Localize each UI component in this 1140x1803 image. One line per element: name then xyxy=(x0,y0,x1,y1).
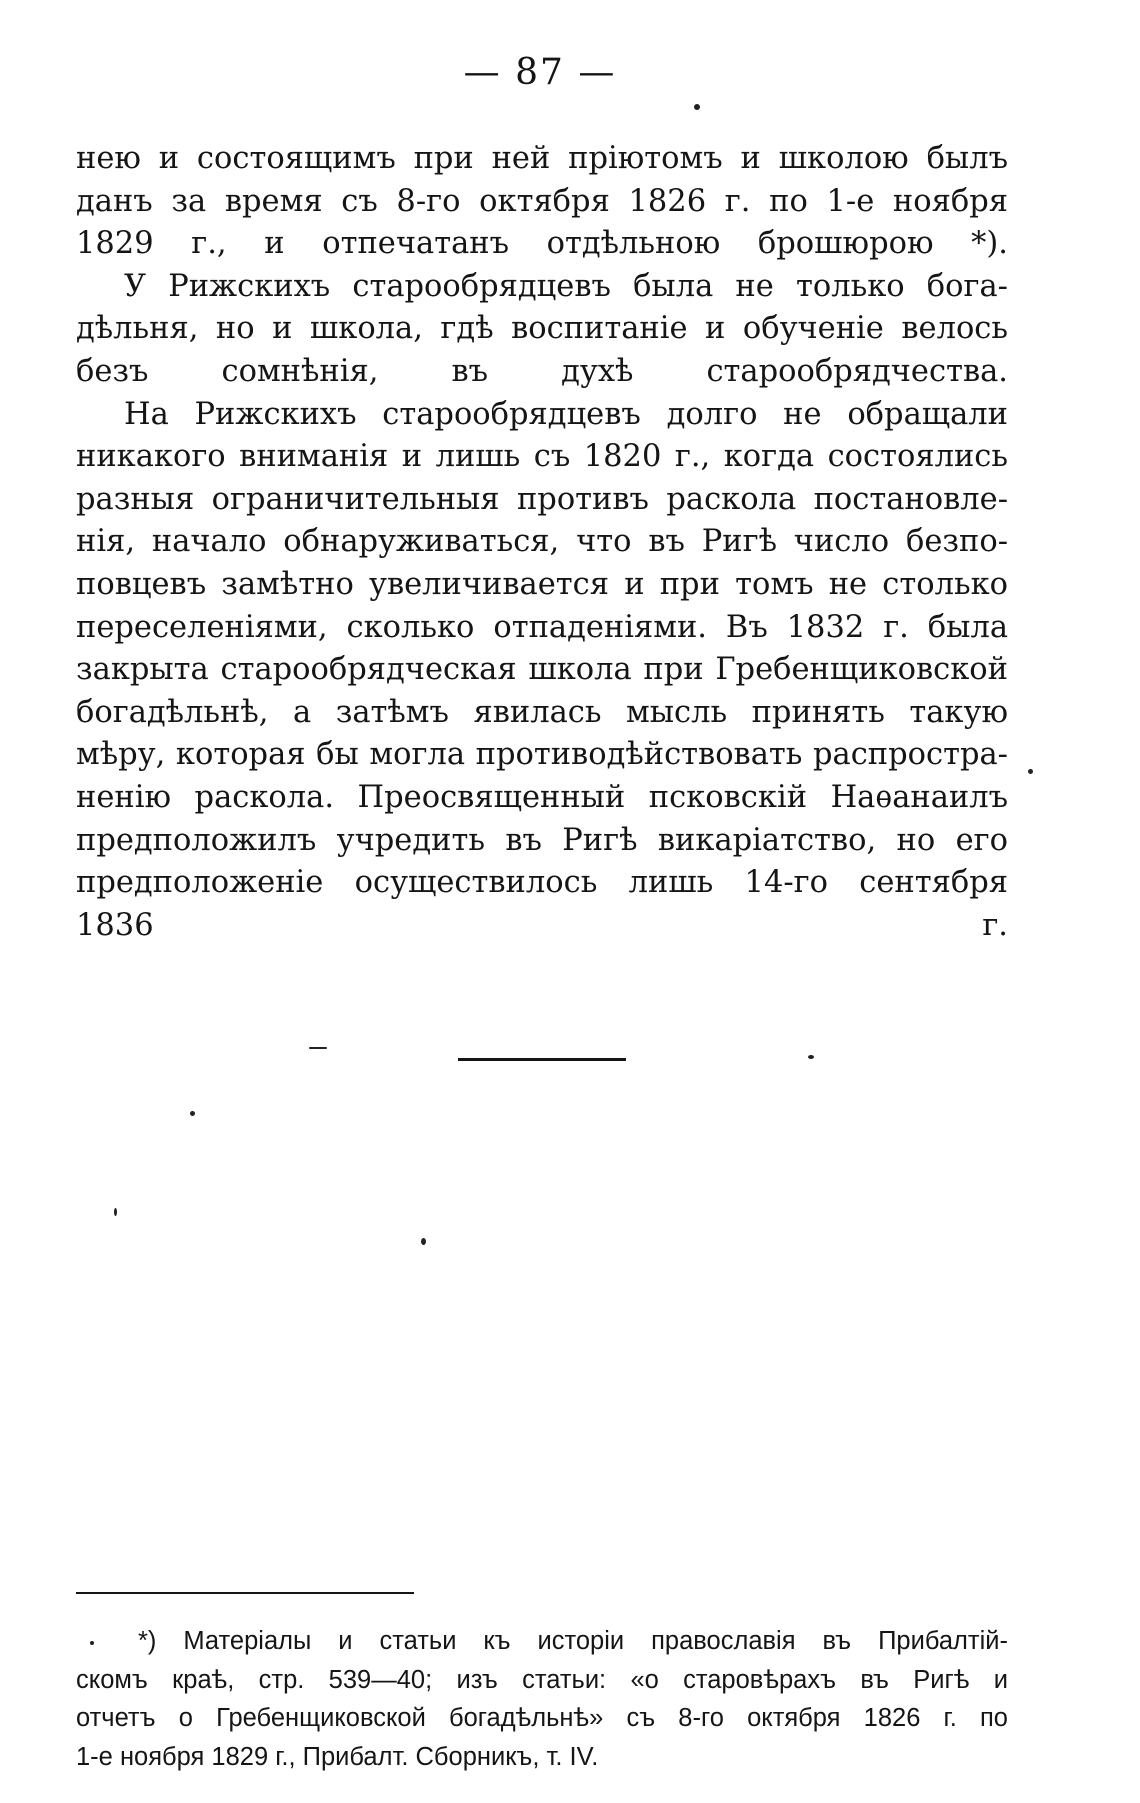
text-line: На Рижскихъ старообрядцевъ долго не обращали xyxy=(124,396,1008,432)
text-line: повцевъ замѣтно увеличивается и при томъ не столько xyxy=(76,566,1008,602)
text-line: 1829 г., и отпечатанъ отдѣльною брошюрою *). xyxy=(76,226,1008,262)
text-line: 1836 г. xyxy=(76,907,1008,943)
print-speck xyxy=(114,1208,117,1216)
text-line: нею и состоящимъ при ней пріютомъ и школою былъ xyxy=(76,141,1008,176)
print-speck xyxy=(808,1055,814,1059)
text-line: богадѣльнѣ, а затѣмъ явилась мысль принять такую xyxy=(76,694,1008,730)
paragraph-3 xyxy=(76,394,1008,948)
print-speck xyxy=(421,1238,426,1245)
footnote-line: скомъ краѣ, стр. 539—40; изъ статьи: «о старовѣрахъ въ Ригѣ и xyxy=(76,1665,1008,1694)
text-line: У Рижскихъ старообрядцевъ была не только бога- xyxy=(124,268,1008,304)
text-line: предположилъ учредить въ Ригѣ викаріатство, но его xyxy=(76,822,1008,858)
text-line: нія, начало обнаруживаться, что въ Ригѣ число безпо- xyxy=(76,524,1008,560)
print-speck xyxy=(90,1641,94,1645)
text-line: дѣльня, но и школа, гдѣ воспитаніе и обученіе велось xyxy=(76,311,1008,347)
text-line: переселеніями, сколько отпаденіями. Въ 1832 г. была xyxy=(76,609,1008,645)
text-line: закрыта старообрядческая школа при Гребенщиковской xyxy=(76,652,1008,688)
text-line: никакого вниманія и лишь съ 1820 г., когда состоялись xyxy=(76,439,1008,475)
print-speck xyxy=(309,1047,327,1049)
text-line: мѣру, которая бы могла противодѣйствовать распростра- xyxy=(76,737,1008,773)
footnote-separator xyxy=(76,1592,414,1594)
page-number: — 87 — xyxy=(463,52,617,93)
footnote-line: *) Матеріалы и статьи къ исторіи православія въ Прибалтій- xyxy=(138,1627,1008,1655)
text-line: разныя ограничительныя противъ раскола постановле- xyxy=(76,481,1008,517)
print-speck xyxy=(190,1111,195,1116)
print-speck xyxy=(1028,769,1033,774)
text-line: ненію раскола. Преосвященный псковскій Наѳанаилъ xyxy=(76,779,1008,815)
main-text xyxy=(76,138,1008,947)
paragraph-1 xyxy=(76,138,1008,266)
paragraph-2 xyxy=(76,266,1008,394)
footnote xyxy=(76,1622,1008,1776)
footnote-line: отчетъ о Гребенщиковской богадѣльнѣ» съ 8-го октября 1826 г. по xyxy=(76,1704,1008,1732)
print-speck xyxy=(694,104,700,110)
text-line: данъ за время съ 8-го октября 1826 г. по 1-е ноября xyxy=(76,183,1008,219)
section-end-rule xyxy=(458,1058,626,1061)
text-line: безъ сомнѣнія, въ духѣ старообрядчества. xyxy=(76,353,1008,389)
text-line: предположеніе осуществилось лишь 14-го сентября xyxy=(76,865,1008,901)
footnote-line: 1-е ноября 1829 г., Прибалт. Сборникъ, т. IV. xyxy=(76,1742,599,1771)
